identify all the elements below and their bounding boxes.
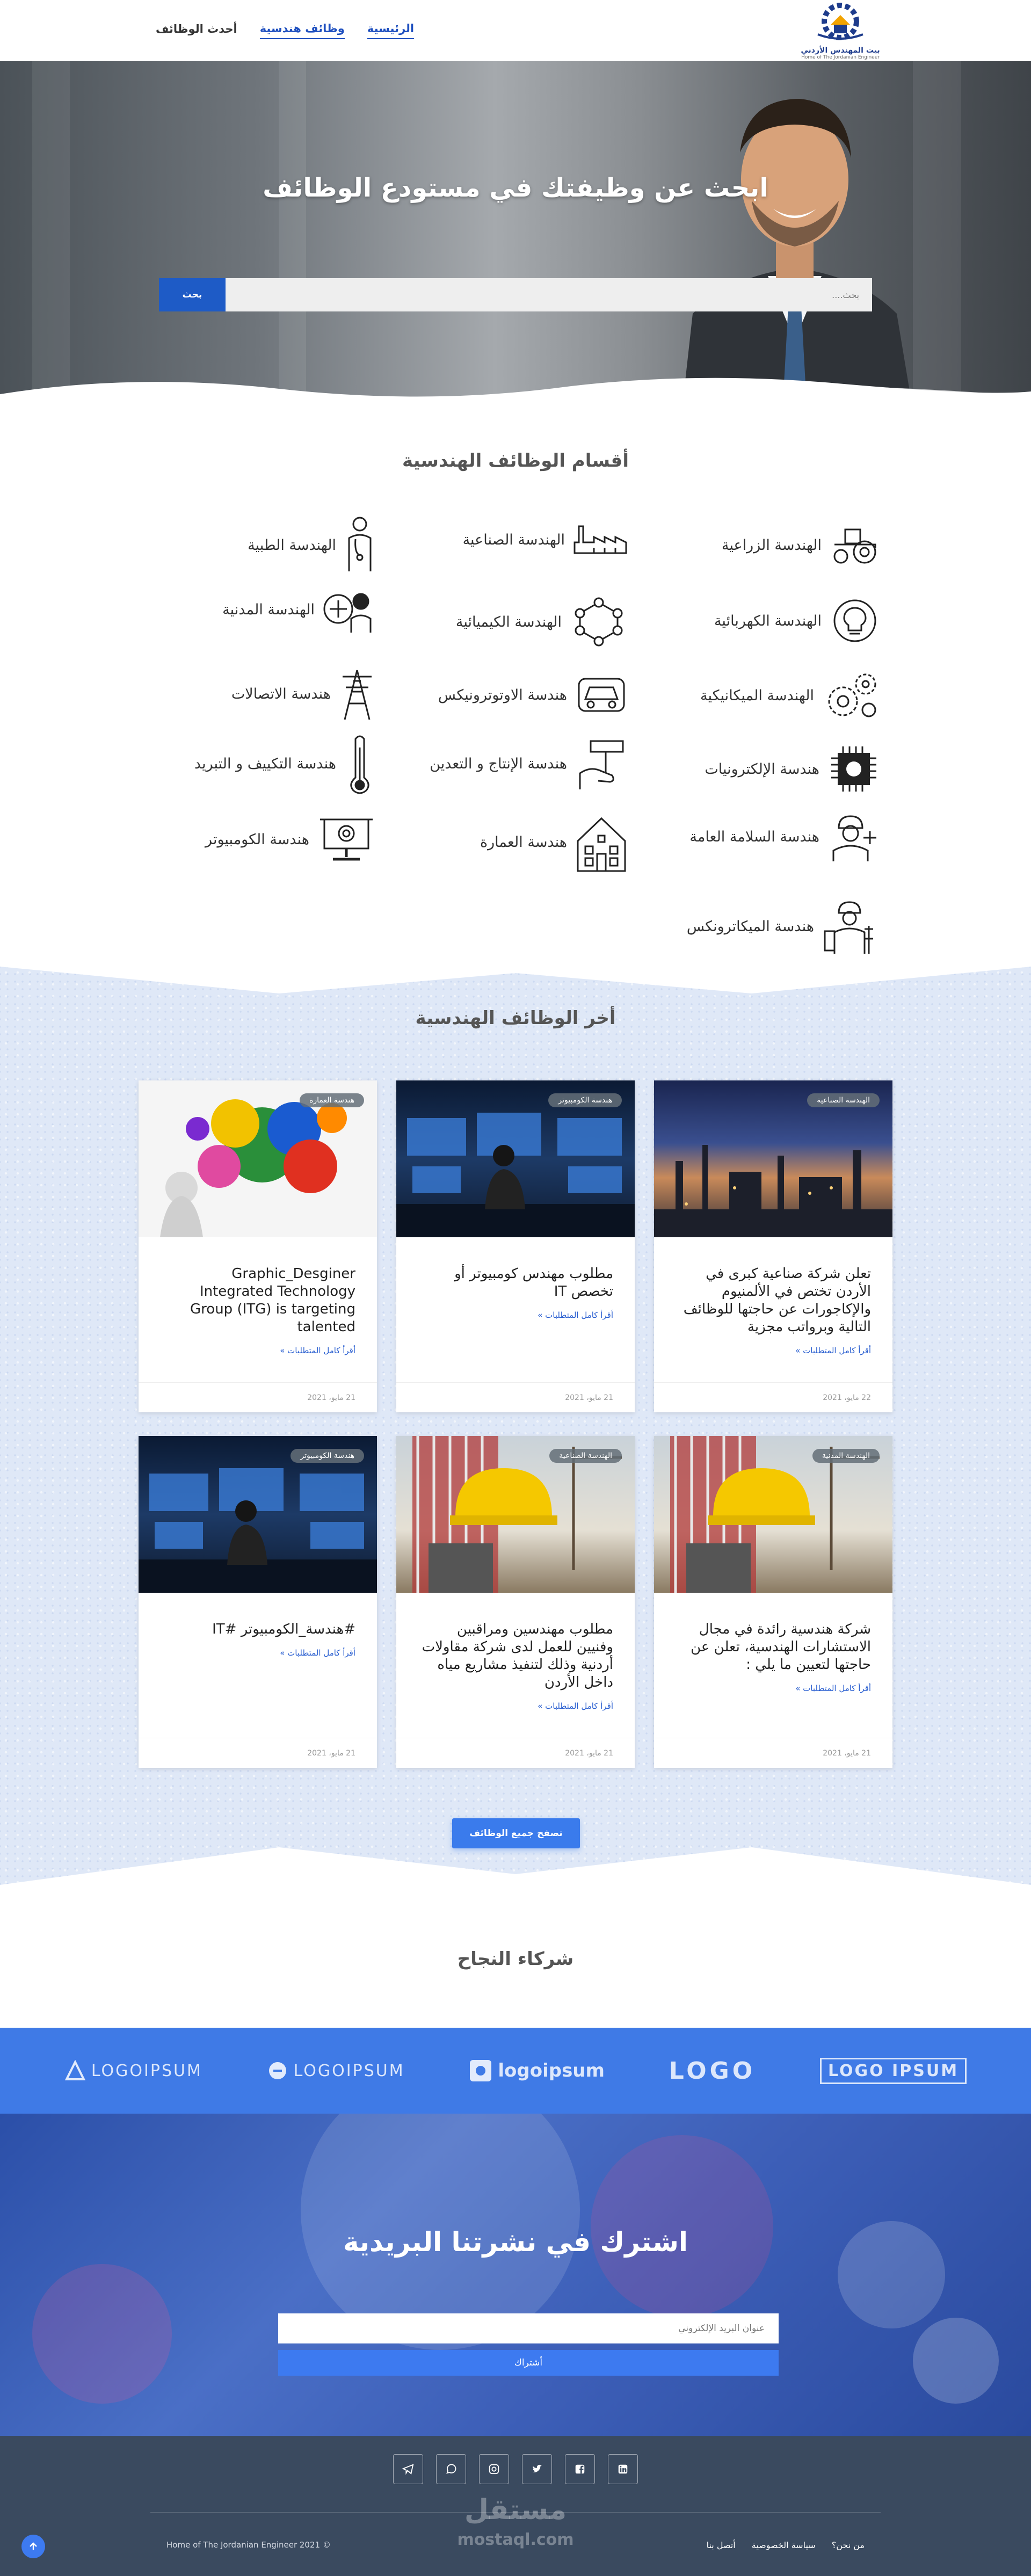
category-autotronics[interactable] bbox=[438, 673, 628, 716]
job-search-input[interactable] bbox=[226, 278, 872, 311]
category-public-safety[interactable] bbox=[689, 810, 881, 863]
category-hvac[interactable] bbox=[194, 731, 376, 796]
partners-title: شركاء النجاح bbox=[457, 1948, 574, 1970]
whatsapp-icon[interactable] bbox=[436, 2454, 466, 2484]
logo-subtitle: Home of The Jordanian Engineer bbox=[801, 55, 880, 60]
tower-icon bbox=[338, 666, 376, 722]
footer-link-contact[interactable]: أتصل بنا bbox=[706, 2540, 736, 2550]
partner-logo-icon bbox=[64, 2060, 86, 2081]
category-label: هندسة الإنتاج و التعدين bbox=[430, 755, 567, 772]
job-date: 22 مايو، 2021 bbox=[654, 1382, 892, 1412]
category-label: هندسة الكومبيوتر bbox=[205, 831, 309, 848]
partner-logo[interactable] bbox=[469, 2059, 605, 2082]
job-date: 21 مايو، 2021 bbox=[396, 1738, 635, 1768]
partner-logo[interactable] bbox=[820, 2058, 967, 2084]
decor-circle bbox=[913, 2318, 999, 2404]
category-badge[interactable]: هندسة الكومبيوتر bbox=[291, 1449, 364, 1463]
linkedin-icon[interactable] bbox=[608, 2454, 638, 2484]
subscribe-button[interactable]: أشتراك bbox=[278, 2350, 779, 2376]
partner-logo[interactable] bbox=[64, 2060, 202, 2081]
job-card[interactable] bbox=[139, 1080, 377, 1412]
newsletter-title: اشترك في نشرتنا البريدية bbox=[343, 2226, 688, 2258]
smiling-man-image bbox=[671, 61, 918, 410]
footer-link-about[interactable]: من نحن؟ bbox=[831, 2540, 865, 2550]
hero-wave-divider bbox=[0, 367, 1031, 410]
category-industrial[interactable] bbox=[463, 521, 628, 558]
twitter-icon[interactable] bbox=[522, 2454, 552, 2484]
doctor-icon bbox=[344, 516, 376, 575]
partner-logo-icon bbox=[267, 2060, 288, 2081]
background-column bbox=[279, 61, 306, 410]
section-bottom-divider bbox=[0, 1842, 1031, 1890]
control-room-image bbox=[396, 1080, 635, 1237]
partner-logo-text: LOGO bbox=[669, 2057, 756, 2085]
telegram-icon[interactable] bbox=[393, 2454, 423, 2484]
category-computer[interactable] bbox=[205, 815, 376, 863]
job-title[interactable]: #هندسة_الكومبيوتر #IT bbox=[212, 1621, 355, 1637]
newsletter-email-input[interactable] bbox=[278, 2313, 779, 2343]
telegram-glyph bbox=[402, 2463, 414, 2475]
decor-circle bbox=[32, 2264, 172, 2404]
background-column bbox=[32, 61, 70, 410]
facebook-glyph bbox=[574, 2463, 586, 2475]
whatsapp-glyph bbox=[445, 2463, 457, 2475]
job-title[interactable]: Graphic_Desginer Integrated Technology Group (ITG) is targeting talented bbox=[190, 1266, 355, 1335]
category-badge[interactable]: هندسة الكومبيوتر bbox=[548, 1093, 622, 1107]
newsletter-section bbox=[0, 2114, 1031, 2436]
main-nav bbox=[156, 22, 414, 39]
category-badge[interactable]: الهندسة الصناعية bbox=[807, 1093, 880, 1107]
tractor-icon bbox=[829, 521, 881, 569]
category-label: هندسة الإلكترونيات bbox=[705, 760, 819, 778]
partner-logo-text: LOGOIPSUM bbox=[293, 2061, 405, 2080]
logo-title: بيت المهندس الأردني bbox=[801, 46, 880, 55]
job-date: 21 مايو، 2021 bbox=[396, 1382, 635, 1412]
category-label: هندسة العمارة bbox=[480, 833, 567, 851]
thermometer-icon bbox=[344, 731, 376, 796]
civil-engineer-icon bbox=[322, 585, 376, 634]
category-label: هندسة الاتصالات bbox=[231, 685, 331, 702]
read-more-link[interactable]: أقرأ كامل المتطلبات » bbox=[280, 1346, 355, 1355]
category-medical[interactable] bbox=[248, 516, 376, 575]
partner-logo-text: logoipsum bbox=[498, 2060, 605, 2081]
safety-worker-icon bbox=[827, 810, 881, 863]
footer-links bbox=[707, 2540, 865, 2550]
search-button[interactable]: بحث bbox=[159, 278, 226, 311]
job-card[interactable] bbox=[396, 1436, 635, 1768]
category-production-mining[interactable] bbox=[430, 736, 628, 792]
category-mechatronics[interactable] bbox=[687, 897, 881, 956]
nav-home[interactable]: الرئيسية bbox=[367, 22, 414, 39]
latest-jobs-title: أخر الوظائف الهندسية bbox=[415, 1007, 616, 1029]
copyright-text: Home of The Jordanian Engineer 2021 © bbox=[166, 2540, 331, 2550]
category-badge[interactable]: الهندسة المدنية bbox=[812, 1449, 880, 1463]
job-title[interactable]: مطلوب مهندسين ومراقبين وفنيين للعمل لدى شركة مقاولات أردنية وذلك لتنفيذ مشاريع مياه داخل الأردن bbox=[422, 1621, 613, 1690]
category-badge[interactable]: هندسة العمارة bbox=[300, 1093, 364, 1107]
category-chemical[interactable] bbox=[456, 595, 628, 649]
categories-title: أقسام الوظائف الهندسية bbox=[402, 450, 629, 471]
job-title[interactable]: مطلوب مهندس كومبيوتر أو تخصص IT bbox=[454, 1266, 613, 1300]
category-electrical[interactable] bbox=[714, 595, 881, 647]
category-label: الهندسة الزراعية bbox=[721, 536, 822, 554]
read-more-link[interactable]: أقرأ كامل المتطلبات » bbox=[795, 1684, 871, 1693]
hammer-hand-icon bbox=[575, 736, 628, 792]
site-footer bbox=[0, 2436, 1031, 2576]
section-top-divider bbox=[0, 967, 1031, 999]
site-logo[interactable] bbox=[800, 1, 881, 60]
monitor-icon bbox=[317, 815, 376, 863]
job-card[interactable] bbox=[396, 1080, 635, 1412]
category-label: هندسة السلامة العامة bbox=[689, 828, 819, 845]
bulb-icon bbox=[829, 595, 881, 647]
browse-all-jobs-button[interactable]: تصفح جميع الوظائف bbox=[452, 1818, 580, 1848]
read-more-link[interactable]: أقرأ كامل المتطلبات » bbox=[795, 1346, 871, 1355]
hero-title: ابحث عن وظيفتك في مستودع الوظائف bbox=[263, 173, 768, 203]
category-label: هندسة الميكاترونكس bbox=[686, 918, 814, 935]
arrow-up-icon bbox=[28, 2541, 39, 2552]
category-label: الهندسة الطبية bbox=[248, 536, 336, 554]
instagram-icon[interactable] bbox=[479, 2454, 509, 2484]
job-date: 21 مايو، 2021 bbox=[654, 1738, 892, 1768]
watermark-url: mostaql.com bbox=[457, 2530, 574, 2549]
job-search-bar bbox=[159, 278, 872, 311]
category-telecom[interactable] bbox=[231, 666, 376, 722]
control-room-image bbox=[139, 1436, 377, 1593]
partner-logo-icon bbox=[469, 2059, 492, 2082]
site-header bbox=[0, 0, 1031, 61]
instagram-glyph bbox=[488, 2463, 500, 2475]
footer-link-privacy[interactable]: سياسة الخصوصية bbox=[751, 2540, 816, 2550]
nav-latest-jobs[interactable]: أحدث الوظائف bbox=[156, 23, 237, 35]
factory-icon bbox=[572, 521, 628, 558]
job-title[interactable]: شركة هندسية رائدة في مجال الاستشارات الهندسية، تعلن عن حاجتها لتعيين ما يلي : bbox=[691, 1621, 871, 1673]
category-agricultural[interactable] bbox=[722, 521, 881, 569]
molecule-icon bbox=[569, 595, 628, 649]
partner-logo-text: LOGOIPSUM bbox=[91, 2061, 202, 2080]
job-card[interactable] bbox=[654, 1080, 892, 1412]
background-column bbox=[913, 61, 961, 410]
partners-strip bbox=[0, 2028, 1031, 2114]
paint-splash-image bbox=[139, 1080, 377, 1237]
robot-worker-icon bbox=[822, 897, 881, 956]
read-more-link[interactable]: أقرأ كامل المتطلبات » bbox=[538, 1701, 613, 1711]
chip-icon bbox=[827, 742, 881, 796]
category-label: هندسة التكييف و التبريد bbox=[194, 755, 336, 772]
category-civil[interactable] bbox=[222, 585, 376, 634]
category-label: الهندسة الصناعية bbox=[462, 531, 565, 548]
building-icon bbox=[575, 811, 628, 873]
social-links bbox=[0, 2454, 1031, 2484]
category-architecture[interactable] bbox=[480, 811, 628, 873]
car-icon bbox=[575, 673, 628, 716]
twitter-glyph bbox=[531, 2463, 543, 2475]
category-label: هندسة الاوتوترونيكس bbox=[438, 686, 567, 703]
read-more-link[interactable]: أقرأ كامل المتطلبات » bbox=[538, 1310, 613, 1320]
job-date: 21 مايو، 2021 bbox=[139, 1382, 377, 1412]
partner-logo[interactable] bbox=[669, 2057, 756, 2085]
facebook-icon[interactable] bbox=[565, 2454, 595, 2484]
hero-banner bbox=[0, 61, 1031, 410]
category-label: الهندسة المدنية bbox=[222, 601, 315, 618]
gears-icon bbox=[822, 666, 881, 725]
helmet-image bbox=[654, 1436, 892, 1593]
partner-logo-text: LOGO IPSUM bbox=[827, 2061, 959, 2080]
category-electronics[interactable] bbox=[705, 742, 881, 796]
gear-house-logo-icon bbox=[808, 1, 873, 45]
category-label: الهندسة الميكانيكية bbox=[700, 687, 814, 704]
helmet-image bbox=[396, 1436, 635, 1593]
partner-logo[interactable] bbox=[267, 2060, 405, 2081]
job-card[interactable] bbox=[654, 1436, 892, 1768]
job-date: 21 مايو، 2021 bbox=[139, 1738, 377, 1768]
job-title[interactable]: تعلن شركة صناعية كبرى في الأردن تختص في الألمنيوم والإكاجورات عن حاجتها للوظائف التالية وبرواتب مجزية bbox=[683, 1266, 871, 1335]
footer-divider bbox=[150, 2512, 881, 2513]
job-card[interactable] bbox=[139, 1436, 377, 1768]
nav-engineering-jobs[interactable]: وظائف هندسية bbox=[260, 22, 345, 39]
watermark-logo: مستقل bbox=[464, 2494, 567, 2526]
category-label: الهندسة الكيميائية bbox=[455, 613, 562, 630]
refinery-image bbox=[654, 1080, 892, 1237]
scroll-to-top-button[interactable] bbox=[21, 2535, 45, 2558]
read-more-link[interactable]: أقرأ كامل المتطلبات » bbox=[280, 1648, 355, 1658]
category-mechanical[interactable] bbox=[700, 666, 881, 725]
category-label: الهندسة الكهربائية bbox=[714, 612, 822, 629]
category-badge[interactable]: الهندسة الصناعية bbox=[549, 1449, 622, 1463]
linkedin-glyph bbox=[617, 2463, 629, 2475]
